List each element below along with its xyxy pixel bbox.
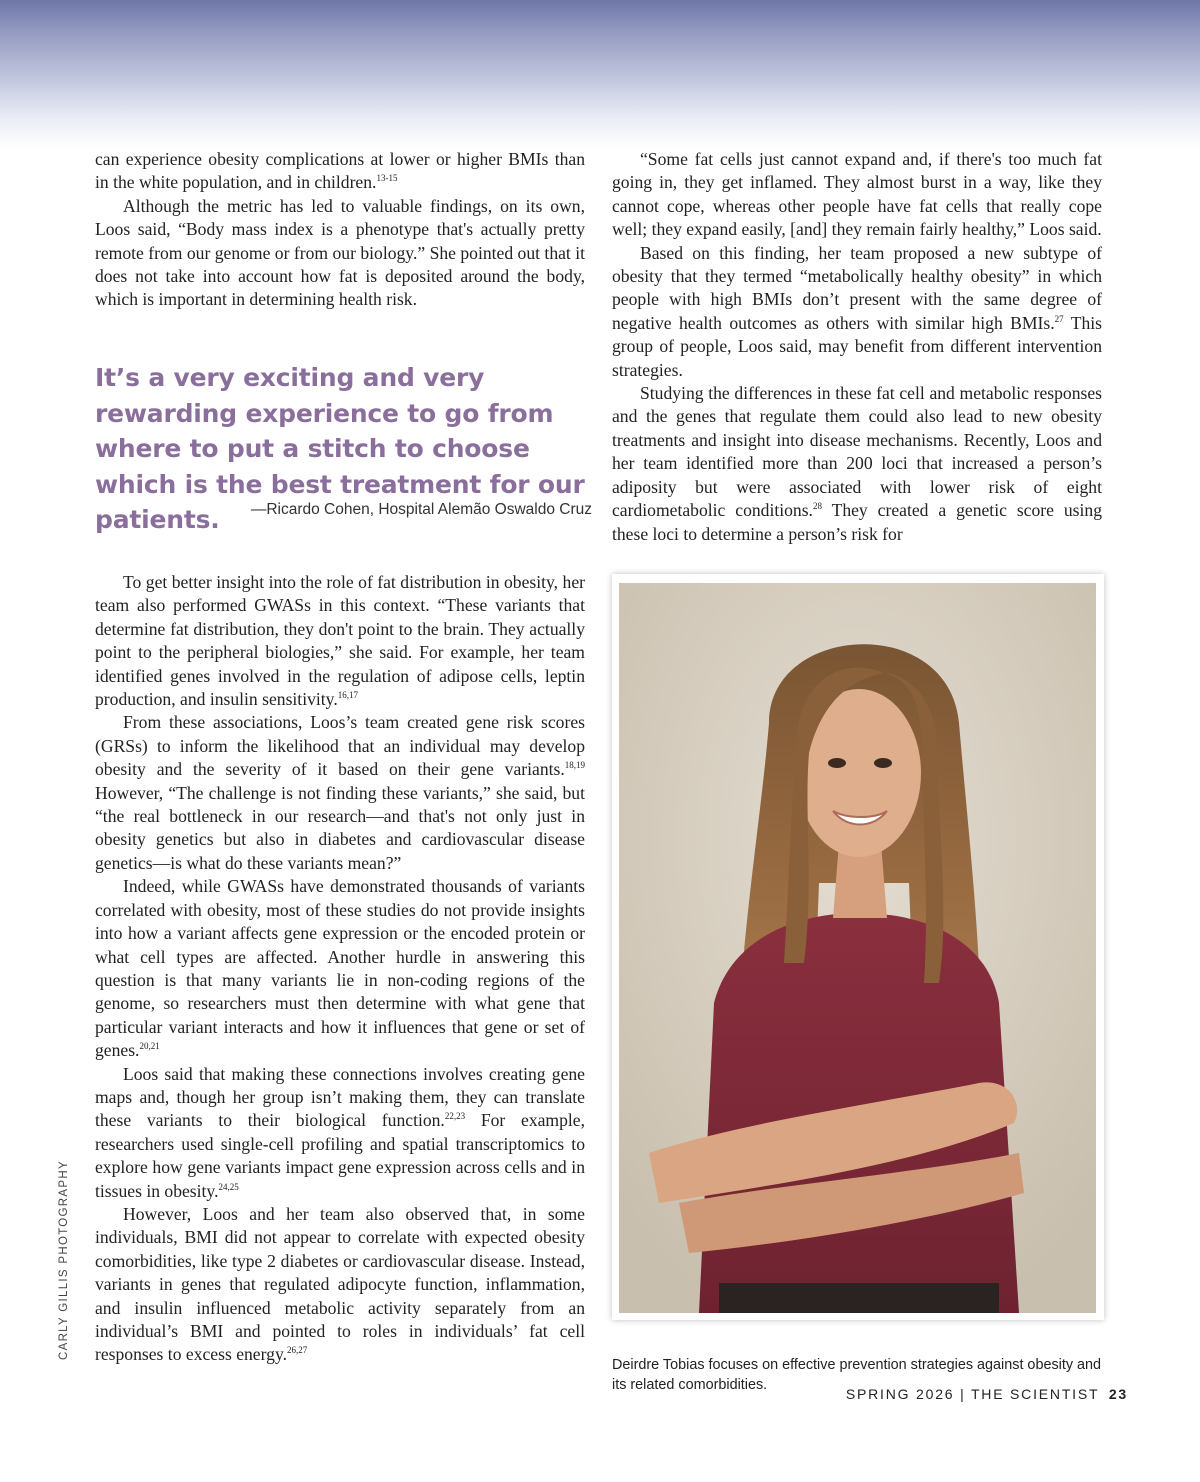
portrait-photo [619, 583, 1096, 1313]
reference-superscript: 18,19 [564, 760, 585, 771]
body-paragraph: Loos said that making these connections involves creating gene maps and, though her group isn’t making them, they can translate these variants to their biological function.$^{22,23}$ For example, researchers used single-cell profiling and spatial transcriptomics to explore how gene variants impact gene expression across cells and in tissues in obesity.$^{24,25}$ [95, 1063, 585, 1201]
body-paragraph: From these associations, Loos’s team created gene risk scores (GRSs) to inform the likelihood that an individual may develop obesity and the severity of it based on their gene variants.$^{18,19}$ However, “The challenge is not finding these variants,” she said, but “the real bottleneck in our research—and that's not only just in obesity genetics but also in diabetes and cardiovascular disease genetics—is what do these variants mean?” [95, 712, 585, 873]
issue-label: SPRING 2026 | THE SCIENTIST [845, 1386, 1100, 1402]
reference-superscript: 27 [1054, 313, 1064, 324]
body-paragraph: To get better insight into the role of fat distribution in obesity, her team also performed GWASs in this context. “These variants that determine fat distribution, they don't point to the brain. They actually point to the peripheral biologies,” she said. For example, her team identified genes involved in the regulation of adipose cells, leptin production, and insulin sensitivity.$^{16,17}$ [95, 572, 585, 710]
portrait-photo-frame [612, 574, 1104, 1320]
left-paragraph-2: Although the metric has led to valuable findings, on its own, Loos said, “Body mass index is a phenotype that's actually pretty remote from our genome or from our biology.” She pointed out that it does not take into account how fat is deposited around the body, which is important in determining health risk. [95, 195, 585, 310]
left-top-text [95, 148, 585, 312]
reference-superscript: 28 [812, 501, 822, 512]
body-paragraph: However, Loos and her team also observed that, in some individuals, BMI did not appear to correlate with expected obesity comorbidities, like type 2 diabetes or cardiovascular disease. Instead, variants in genes that regulated adipocyte function, inflammation, and insulin influenced metabolic activity separately from an individual’s BMI and pointed to roles in individuals’ fat cell responses to excess energy.$^{26,27}$ [95, 1203, 585, 1365]
pull-quote-attribution: —Ricardo Cohen, Hospital Alemão Oswaldo Cruz [250, 501, 592, 518]
portrait-illustration [619, 583, 1096, 1313]
reference-superscript: 24,25 [218, 1181, 239, 1192]
body-paragraph: Studying the differences in these fat cell and metabolic responses and the genes that regulate them could also lead to new obesity treatments and insight into disease mechanisms. Recently, Loos and her team identified more than 200 loci that increased a person’s adiposity but were associated with lower risk of eight cardiometabolic conditions.$^{28}$ They created a genetic score using these loci to determine a person’s risk for [612, 383, 1102, 544]
body-paragraph: Indeed, while GWASs have demonstrated thousands of variants correlated with obesity, most of these studies do not provide insights into how a variant affects gene expression or the encoded protein or what cell types are affected. Another hurdle in answering this question is that many variants lie in non-coding regions of the genome, so researchers must then determine with what gene that particular variant interacts and how it influences that gene or set of genes.$^{20,21}$ [95, 876, 585, 1061]
body-paragraph: “Some fat cells just cannot expand and, if there's too much fat going in, they get inflamed. They almost burst in a way, like they cannot cope, whereas other people have fat cells that really cope well; they expand easily, [and] they remain fairly healthy,” Loos said. [612, 149, 1102, 240]
left-bottom-text [95, 571, 585, 1367]
body-paragraph: Based on this finding, her team proposed a new subtype of obesity that they termed “metabolically healthy obesity” in which people with high BMIs don’t present with the same degree of negative health outcomes as others with similar high BMIs.$^{27}$ This group of people, Loos said, may benefit from different intervention strategies. [612, 242, 1103, 380]
photo-credit: CARLY GILLIS PHOTOGRAPHY [58, 1160, 70, 1360]
right-top-text [612, 148, 1102, 546]
photo-caption: Deirdre Tobias focuses on effective prevention strategies against obesity and its related comorbidities. [612, 1357, 1102, 1393]
header-gradient-band [0, 0, 1200, 150]
reference-superscript: 26,27 [287, 1345, 308, 1356]
reference-superscript: 22,23 [444, 1111, 466, 1122]
reference-superscript: 13-15 [376, 173, 398, 184]
page-footer [846, 1386, 1128, 1402]
page-number: 23 [1108, 1386, 1128, 1402]
pull-quote: It’s a very exciting and very rewarding experience to go from where to put a stitch to choose which is the best treatment for our patients. [95, 363, 585, 534]
reference-superscript: 16,17 [337, 690, 358, 701]
reference-superscript: 20,21 [139, 1041, 160, 1052]
left-paragraph-1: can experience obesity complications at lower or higher BMIs than in the white population, and in children.$^{13-15}$ [95, 149, 585, 193]
